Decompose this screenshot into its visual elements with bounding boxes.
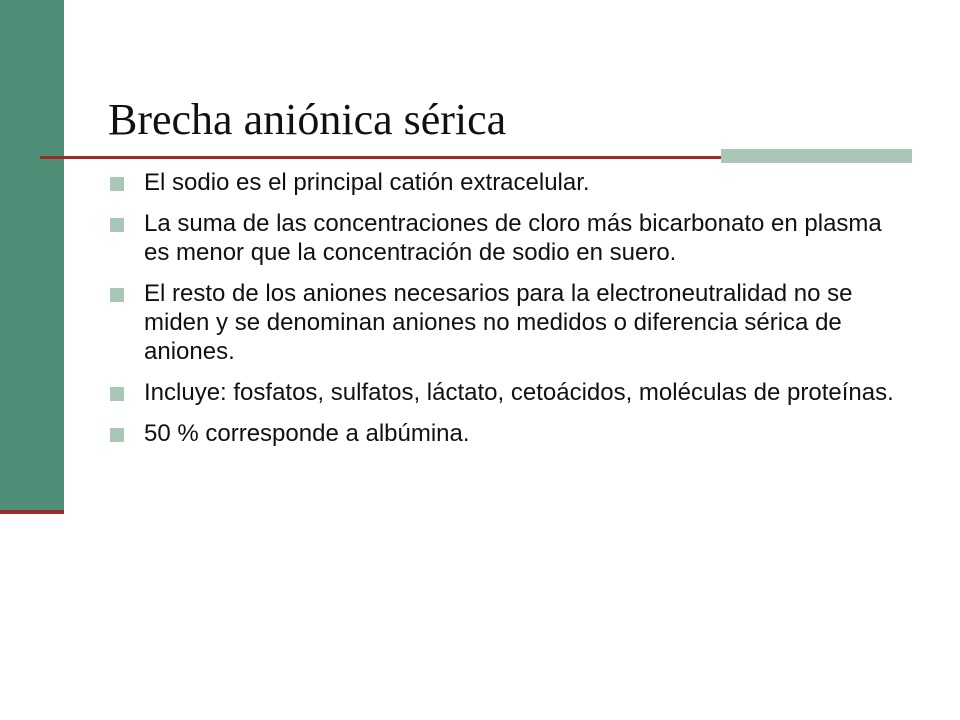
bullet-item bbox=[110, 378, 910, 407]
slide-title: Brecha aniónica sérica bbox=[108, 95, 507, 144]
left-decorative-bar bbox=[0, 0, 64, 512]
left-bar-underline bbox=[0, 510, 64, 514]
square-bullet-icon bbox=[110, 218, 124, 232]
square-bullet-icon bbox=[110, 387, 124, 401]
bullet-item bbox=[110, 279, 910, 366]
square-bullet-icon bbox=[110, 288, 124, 302]
bullet-text: El resto de los aniones necesarios para la electroneutralidad no se miden y se denominan aniones no medidos o diferencia sérica de aniones. bbox=[144, 280, 853, 365]
bullet-text: El sodio es el principal catión extracelular. bbox=[144, 169, 590, 196]
bullet-list bbox=[110, 168, 910, 460]
title-rule-accent-block bbox=[721, 149, 912, 159]
bullet-item bbox=[110, 419, 910, 448]
bullet-text: La suma de las concentraciones de cloro más bicarbonato en plasma es menor que la concentración de sodio en suero. bbox=[144, 210, 882, 266]
bullet-text: 50 % corresponde a albúmina. bbox=[144, 420, 470, 447]
bullet-item bbox=[110, 209, 910, 267]
bullet-text: Incluye: fosfatos, sulfatos, láctato, cetoácidos, moléculas de proteínas. bbox=[144, 379, 894, 406]
square-bullet-icon bbox=[110, 428, 124, 442]
bullet-item bbox=[110, 168, 910, 197]
title-rule-accent-lower bbox=[721, 159, 912, 163]
square-bullet-icon bbox=[110, 177, 124, 191]
